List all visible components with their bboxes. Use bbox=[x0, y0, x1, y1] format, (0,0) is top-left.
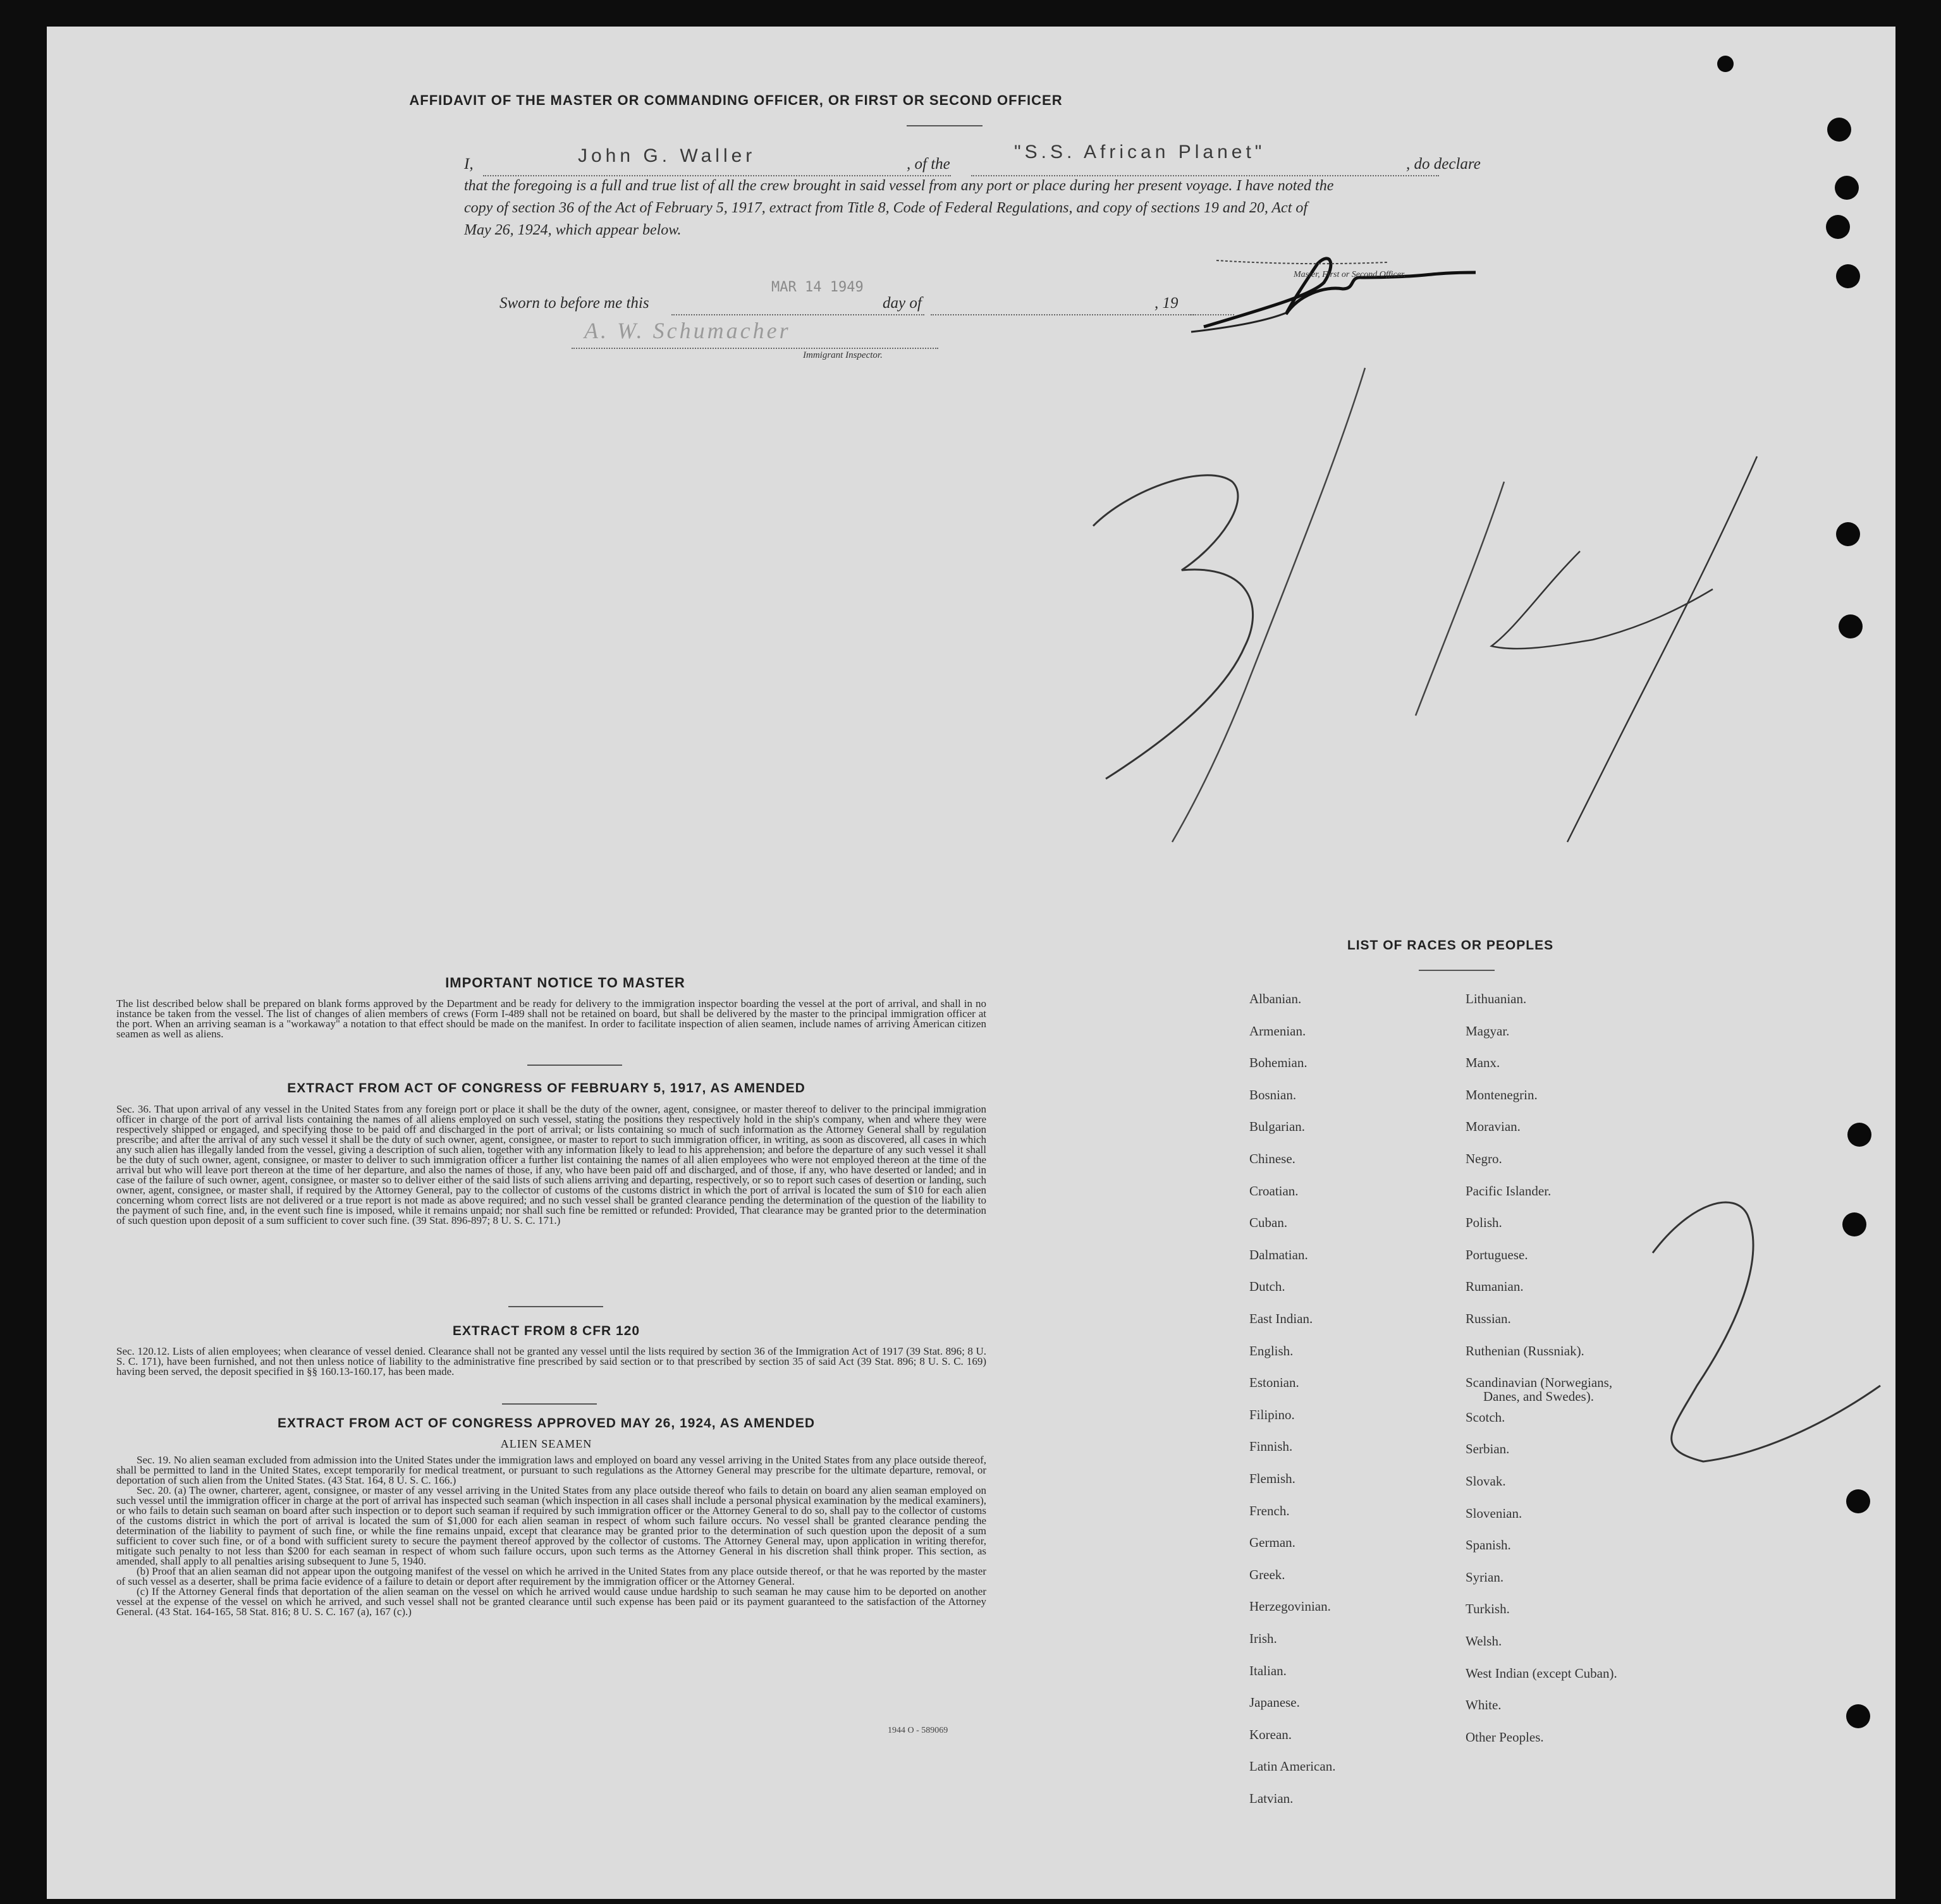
race-item: Spanish. bbox=[1466, 1537, 1511, 1553]
extract-1924-title: EXTRACT FROM ACT OF CONGRESS APPROVED MAY 26, 1924, AS AMENDED bbox=[277, 1416, 816, 1431]
race-item: Irish. bbox=[1249, 1631, 1277, 1646]
extract-1924-text bbox=[116, 1455, 986, 1617]
race-item: White. bbox=[1466, 1697, 1502, 1713]
race-item: Finnish. bbox=[1249, 1439, 1293, 1455]
punch-hole bbox=[1717, 56, 1734, 72]
day-of-label: day of bbox=[883, 295, 922, 312]
race-item: German. bbox=[1249, 1535, 1295, 1551]
extract-1924-subtitle: ALIEN SEAMEN bbox=[500, 1437, 592, 1450]
notice-text: The list described below shall be prepared on blank forms approved by the Department and be ready for delivery to the immigration inspector boarding the vessel at the port of arrival, and shall in no instance be taken from the vessel. The list of changes of alien members of crews (Form I-489 shall not be retained on board, but shall be delivered by the master to the principal immigration officer at the port. When an arriving seaman is a "workaway" a notation to that effect should be made on the manifest. In order to facilitate inspection of alien seamen, include names of arriving American citizen seamen as well as aliens. bbox=[116, 998, 986, 1040]
punch-hole bbox=[1846, 1489, 1870, 1513]
notice-rule bbox=[527, 1065, 622, 1066]
race-item: Estonian. bbox=[1249, 1375, 1299, 1391]
race-item: Croatian. bbox=[1249, 1183, 1299, 1199]
master-signature bbox=[1058, 226, 1514, 346]
race-item: Dalmatian. bbox=[1249, 1247, 1308, 1262]
affidavit-line-2: that the foregoing is a full and true list of all the crew brought in said vessel from any port or place during her present voyage. I have noted the bbox=[464, 178, 1334, 194]
extract-1917-title: EXTRACT FROM ACT OF CONGRESS OF FEBRUARY 5, 1917, AS AMENDED bbox=[287, 1081, 805, 1095]
sworn-label: Sworn to before me this bbox=[499, 295, 649, 312]
affidavit-line-3: copy of section 36 of the Act of February 5, 1917, extract from Title 8, Code of Federal Regulations, and copy of sections 19 and 20, Act of bbox=[464, 200, 1308, 216]
extract-1924-sec19: Sec. 19. No alien seaman excluded from admission into the United States under the immigration laws and employed on board any vessel arriving in the United States from any place outside thereof, shall be permitted to land in the United States, except temporarily for medical treatment, or pursuant to such regulations as the Attorney General may prescribe for the ultimate departure, removal, or deportation of such alien from the United States. (43 Stat. 164, 8 U. S. C. 166.) bbox=[116, 1454, 986, 1486]
affidavit-title: AFFIDAVIT OF THE MASTER OR COMMANDING OFFICER, OR FIRST OR SECOND OFFICER bbox=[409, 92, 1063, 108]
race-item: Magyar. bbox=[1466, 1023, 1510, 1039]
race-item: Pacific Islander. bbox=[1466, 1183, 1552, 1199]
race-item: Japanese. bbox=[1249, 1695, 1300, 1711]
race-item: Welsh. bbox=[1466, 1633, 1502, 1649]
race-item: Filipino. bbox=[1249, 1407, 1295, 1422]
vessel-name: "S.S. African Planet" bbox=[1014, 142, 1266, 162]
punch-hole bbox=[1839, 614, 1863, 638]
race-item: Korean. bbox=[1249, 1726, 1292, 1742]
race-item: Chinese. bbox=[1249, 1151, 1295, 1166]
do-declare-label: , do declare bbox=[1406, 156, 1481, 173]
handwritten-date-mark bbox=[1036, 362, 1820, 867]
race-item: Manx. bbox=[1466, 1055, 1500, 1071]
extract-cfr-title: EXTRACT FROM 8 CFR 120 bbox=[452, 1324, 640, 1338]
race-item: Latvian. bbox=[1249, 1791, 1294, 1806]
race-item: East Indian. bbox=[1249, 1311, 1313, 1326]
race-item: English. bbox=[1249, 1343, 1294, 1358]
race-item: West Indian (except Cuban). bbox=[1466, 1665, 1617, 1681]
race-item: Greek. bbox=[1249, 1566, 1285, 1582]
race-item: Other Peoples. bbox=[1466, 1729, 1544, 1745]
extract-cfr-rule bbox=[502, 1403, 597, 1405]
race-item: Italian. bbox=[1249, 1663, 1287, 1678]
extract-1924-sec20a: Sec. 20. (a) The owner, charterer, agent, consignee, or master of any vessel arriving in the United States from any place outside thereof who fails to detain on board any alien seaman employed on such vessel until the immigration officer in charge at the port of arrival has inspected such seaman (which inspection in all cases shall include a personal physical examination by the medical examiners), or who fails to detain such seaman on board after such inspection or to deport such seaman if required by such immigration officer or the Attorney General to do so, shall pay to the collector of customs of the customs district in which the port of arrival is located the sum of $1,000 for each alien seaman in respect of whom such failure occurs. No vessel shall be granted clearance pending the determination of the liability to payment of such fine, or while the fine remains unpaid, except that clearance may be granted prior to the determination of such question upon the deposit of a sum sufficient to cover such fine, or of a bond with sufficient surety to secure the payment thereof approved by the collector of customs. The Attorney General may, upon application in writing therefor, mitigate such penalty to not less than $200 for each seaman in respect of whom such failure occurs, upon such terms as the Attorney General in his discretion shall think proper. This section, as amended, shall apply to all penalties arising subsequent to June 5, 1940. bbox=[116, 1484, 986, 1567]
year-line bbox=[1190, 295, 1234, 315]
race-item: Rumanian. bbox=[1466, 1279, 1524, 1295]
race-item: Turkish. bbox=[1466, 1601, 1510, 1617]
race-item: Montenegrin. bbox=[1466, 1087, 1538, 1102]
races-title: LIST OF RACES OR PEOPLES bbox=[1347, 938, 1554, 953]
punch-hole bbox=[1836, 522, 1860, 546]
handwritten-date-strokes bbox=[1036, 362, 1820, 867]
date-stamp: MAR 14 1949 bbox=[771, 279, 864, 295]
punch-hole bbox=[1835, 176, 1859, 200]
race-item: Negro. bbox=[1466, 1151, 1502, 1166]
punch-hole bbox=[1827, 118, 1851, 142]
races-rule bbox=[1419, 970, 1495, 971]
punch-hole bbox=[1847, 1123, 1871, 1147]
signature-role: Master, First or Second Officer. bbox=[1294, 270, 1406, 279]
extract-1924-sec20c: (c) If the Attorney General finds that deportation of the alien seaman on the vessel on which he arrived would cause undue hardship to such seaman he may cause him to be deported on another vessel at the expense of the vessel on which he arrived, and such vessel shall not be granted clearance until such expense has been paid or its payment guaranteed to the satisfaction of the Attorney General. (43 Stat. 164-165, 58 Stat. 816; 8 U. S. C. 167 (a), 167 (c).) bbox=[116, 1585, 986, 1618]
race-item: Portuguese. bbox=[1466, 1247, 1528, 1262]
race-item: Slovenian. bbox=[1466, 1505, 1522, 1521]
race-item: French. bbox=[1249, 1503, 1290, 1518]
race-item: Russian. bbox=[1466, 1311, 1511, 1326]
race-item: Dutch. bbox=[1249, 1279, 1285, 1295]
extract-1924-sec20b: (b) Proof that an alien seaman did not appear upon the outgoing manifest of the vessel on which he arrived in the United States from any place outside thereof, or that he was reported by the master of such vessel as a deserter, shall be prima facie evidence of a failure to detain or deport after requirement by the immigration officer or the Attorney General. bbox=[116, 1565, 986, 1587]
race-item: Bosnian. bbox=[1249, 1087, 1297, 1102]
race-item: Polish. bbox=[1466, 1215, 1502, 1231]
affidavit-line-4: May 26, 1924, which appear below. bbox=[464, 222, 682, 238]
race-item: Flemish. bbox=[1249, 1471, 1295, 1486]
extract-1917-rule bbox=[508, 1306, 603, 1307]
notice-title: IMPORTANT NOTICE TO MASTER bbox=[445, 975, 685, 991]
race-item: Albanian. bbox=[1249, 991, 1302, 1006]
race-item: Cuban. bbox=[1249, 1215, 1288, 1231]
race-item: Armenian. bbox=[1249, 1023, 1306, 1039]
race-item: Lithuanian. bbox=[1466, 991, 1527, 1006]
i-label: I, bbox=[464, 156, 474, 173]
of-the-label: , of the bbox=[907, 156, 950, 173]
title-rule bbox=[907, 125, 983, 126]
punch-hole bbox=[1846, 1704, 1870, 1728]
year-label: , 19 bbox=[1154, 295, 1179, 312]
print-code: 1944 O - 589069 bbox=[888, 1726, 948, 1735]
race-item: Bulgarian. bbox=[1249, 1119, 1306, 1135]
race-item: Serbian. bbox=[1466, 1441, 1510, 1457]
race-item: Scandinavian (Norwegians, bbox=[1466, 1375, 1613, 1391]
document-page bbox=[47, 27, 1895, 1899]
race-item: Ruthenian (Russniak). bbox=[1466, 1343, 1584, 1358]
punch-hole bbox=[1842, 1212, 1866, 1236]
race-item: Latin American. bbox=[1249, 1759, 1336, 1774]
officer-name: John G. Waller bbox=[578, 145, 756, 166]
race-item: Bohemian. bbox=[1249, 1055, 1307, 1071]
race-item: Herzegovinian. bbox=[1249, 1599, 1331, 1614]
punch-hole bbox=[1826, 215, 1850, 239]
extract-cfr-text: Sec. 120.12. Lists of alien employees; when clearance of vessel denied. Clearance shall not be granted any vessel until the lists required by section 36 of the Immigration Act of 1917 (39 Stat. 896; 8 U. S. C. 171), have been furnished, and not then unless notice of liability to the administrative fine prescribed by said section or to that prescribed by section 35 of said Act (39 Stat. 896; 8 U. S. C. 169) having been served, the deposit specified in §§ 160.13-160.17, has been made. bbox=[116, 1345, 986, 1377]
race-item: Slovak. bbox=[1466, 1474, 1506, 1489]
inspector-signature: A. W. Schumacher bbox=[584, 318, 791, 343]
race-item: Scotch. bbox=[1466, 1409, 1505, 1425]
inspector-title: Immigrant Inspector. bbox=[803, 350, 883, 360]
race-item: Danes, and Swedes). bbox=[1483, 1389, 1594, 1405]
race-item: Syrian. bbox=[1466, 1569, 1504, 1585]
race-item: Moravian. bbox=[1466, 1119, 1521, 1135]
extract-1917-text: Sec. 36. That upon arrival of any vessel in the United States from any foreign port or place it shall be the duty of the owner, agent, consignee, or master thereof to deliver to the principal immigration officer in charge of the port of arrival lists containing the names of all aliens employed on such vessel, stating the positions they respectively hold in the ship's company, when and where they were respectively shipped or engaged, and specifying those to be paid off and discharged in the port of arrival; or lists containing so much of such information as the Attorney General shall by regulation prescribe; and after the arrival of any such vessel it shall be the duty of such owner, agent, consignee, or master to report to such immigration officer, in writing, as soon as discovered, all cases in which any such alien has illegally landed from the vessel, giving a description of such alien, together with any information likely to lead to his apprehension; and before the departure of any such vessel it shall be the duty of such owner, agent, consignee, or master to deliver to such immigration officer a further list containing the names of all alien employees who were not employed thereon at the time of the arrival but who will leave port thereon at the time of her departure, and also the names of those, if any, who have been paid off and discharged, and of those, if any, who have deserted or landed; and in case of the failure of such owner, agent, consignee, or master so to deliver either of the said lists of such aliens arriving and departing, respectively, or so to report such cases of desertion or landing, such owner, agent, consignee, or master shall, if required by the Attorney General, pay to the collector of customs of the customs district in which the port of arrival is located the sum of $10 for each alien concerning whom correct lists are not delivered or a true report is not made as above required; and no such vessel shall be granted clearance pending the determination of the question of the liability to the payment of such fine, and, in the event such fine is imposed, while it remains unpaid; nor shall such fine be remitted or refunded: Provided, That clearance may be granted prior to the determination of such question upon deposit of a sum sufficient to cover such fine. (39 Stat. 896-897; 8 U. S. C. 171.) bbox=[116, 1103, 986, 1226]
punch-hole bbox=[1836, 264, 1860, 288]
